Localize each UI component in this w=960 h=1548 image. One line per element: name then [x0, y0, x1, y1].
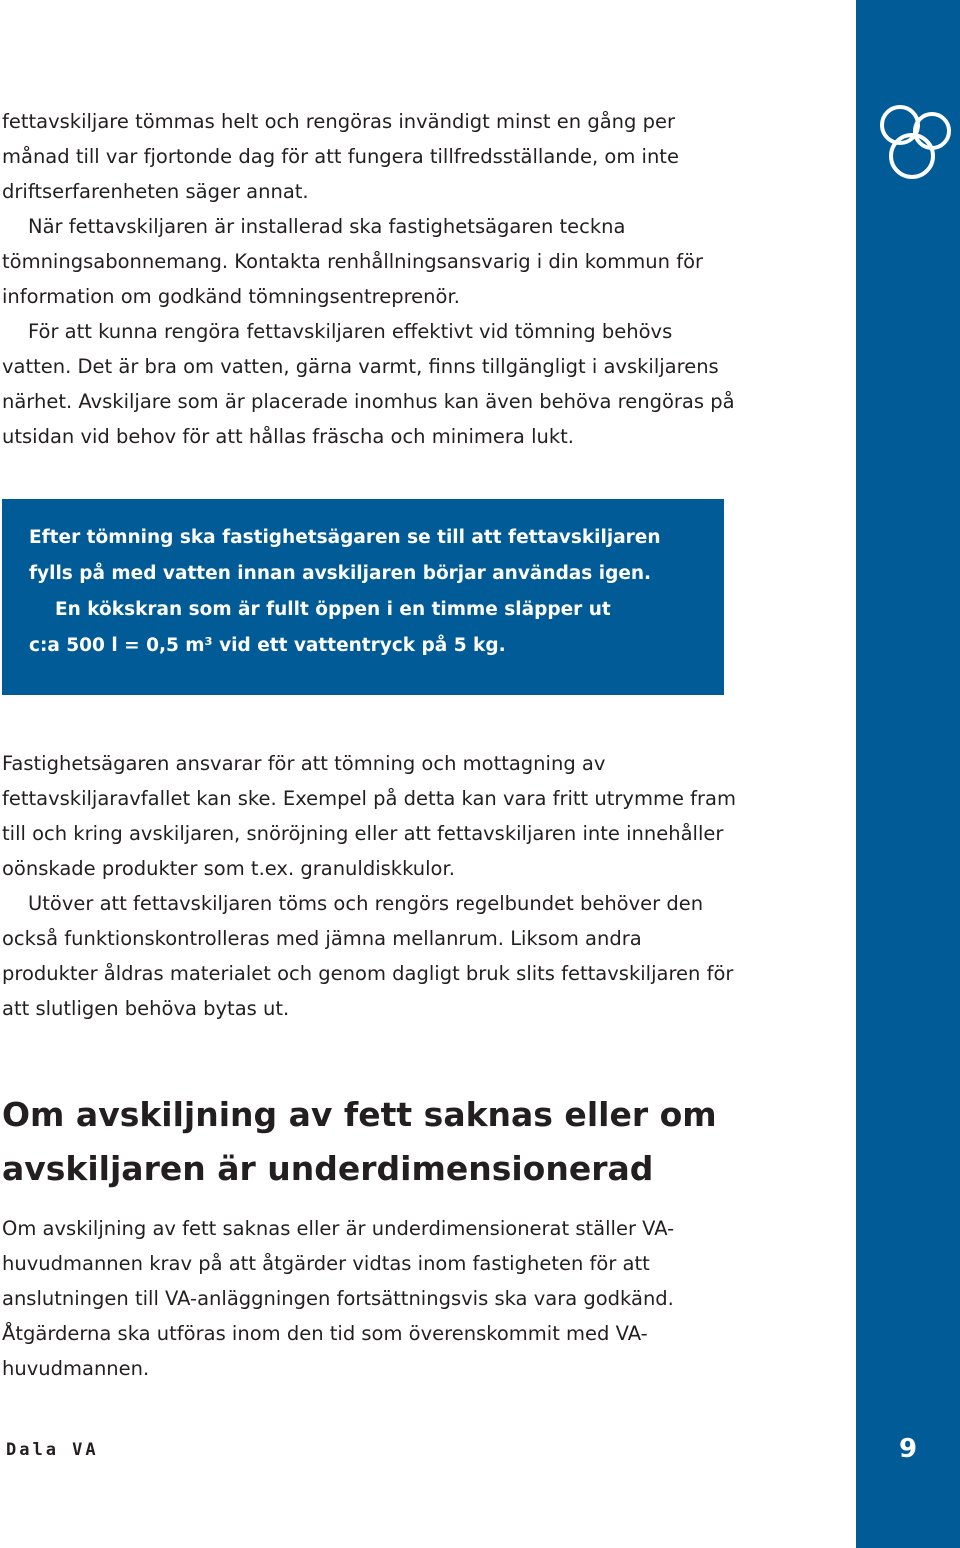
callout-line: c:a 500 l = 0,5 m³ vid ett vattentryck på 5 kg.	[29, 635, 506, 656]
paragraph: Fastighetsägaren ansvarar för att tömning och mottagning av fettavskiljaravfallet kan ske. Exempel på detta kan vara fritt utrymme fram till och kring avskiljaren, snöröjning eller att fettavskiljaren inte innehåller oönskade produkter som t.ex. granuldiskkulor.	[2, 752, 736, 880]
section-text	[2, 1211, 742, 1386]
page-number: 9	[898, 1434, 918, 1464]
responsibility-text	[2, 746, 742, 1026]
paragraph: Utöver att fettavskiljaren töms och rengörs regelbundet behöver den också funktionskontrolleras med jämna mellanrum. Liksom andra produkter åldras materialet och genom dagligt bruk slits fettavskiljaren för att slutligen behöva bytas ut.	[2, 892, 734, 1020]
callout-line: Efter tömning ska fastighetsägaren se till att fettavskiljaren	[29, 527, 661, 548]
paragraph: När fettavskiljaren är installerad ska fastighetsägaren teckna tömningsabonnemang. Kontakta renhållningsansvarig i din kommun för information om godkänd tömningsentreprenör.	[2, 215, 704, 308]
paragraph: Om avskiljning av fett saknas eller är underdimensionerat ställer VA-huvudmannen krav på att åtgärder vidtas inom fastigheten för att anslutningen till VA-anläggningen fortsättningsvis ska vara godkänd. Åtgärderna ska utföras inom den tid som överenskommit med VA-huvudmannen.	[2, 1217, 675, 1380]
callout-line: En kökskran som är fullt öppen i en timme släpper ut	[55, 599, 611, 620]
section-heading: Om avskiljning av fett saknas eller om avskiljaren är underdimensionerad	[2, 1095, 717, 1188]
paragraph: För att kunna rengöra fettavskiljaren effektivt vid tömning behövs vatten. Det är bra om vatten, gärna varmt, finns tillgängligt i avskiljarens närhet. Avskiljare som är placerade inomhus kan även behöva rengöras på utsidan vid behov för att hållas fräscha och minimera lukt.	[2, 320, 735, 448]
callout-line: fylls på med vatten innan avskiljaren börjar användas igen.	[29, 563, 652, 584]
intro-text	[2, 104, 742, 454]
brand-sidebar	[856, 0, 960, 1548]
footer-brand: Dala VA	[6, 1440, 99, 1460]
paragraph: fettavskiljare tömmas helt och rengöras invändigt minst en gång per månad till var fjortonde dag för att fungera tillfredsställande, om inte driftserfarenheten säger annat.	[2, 110, 679, 203]
callout-box	[2, 499, 724, 695]
three-circles-logo-icon	[876, 100, 954, 184]
